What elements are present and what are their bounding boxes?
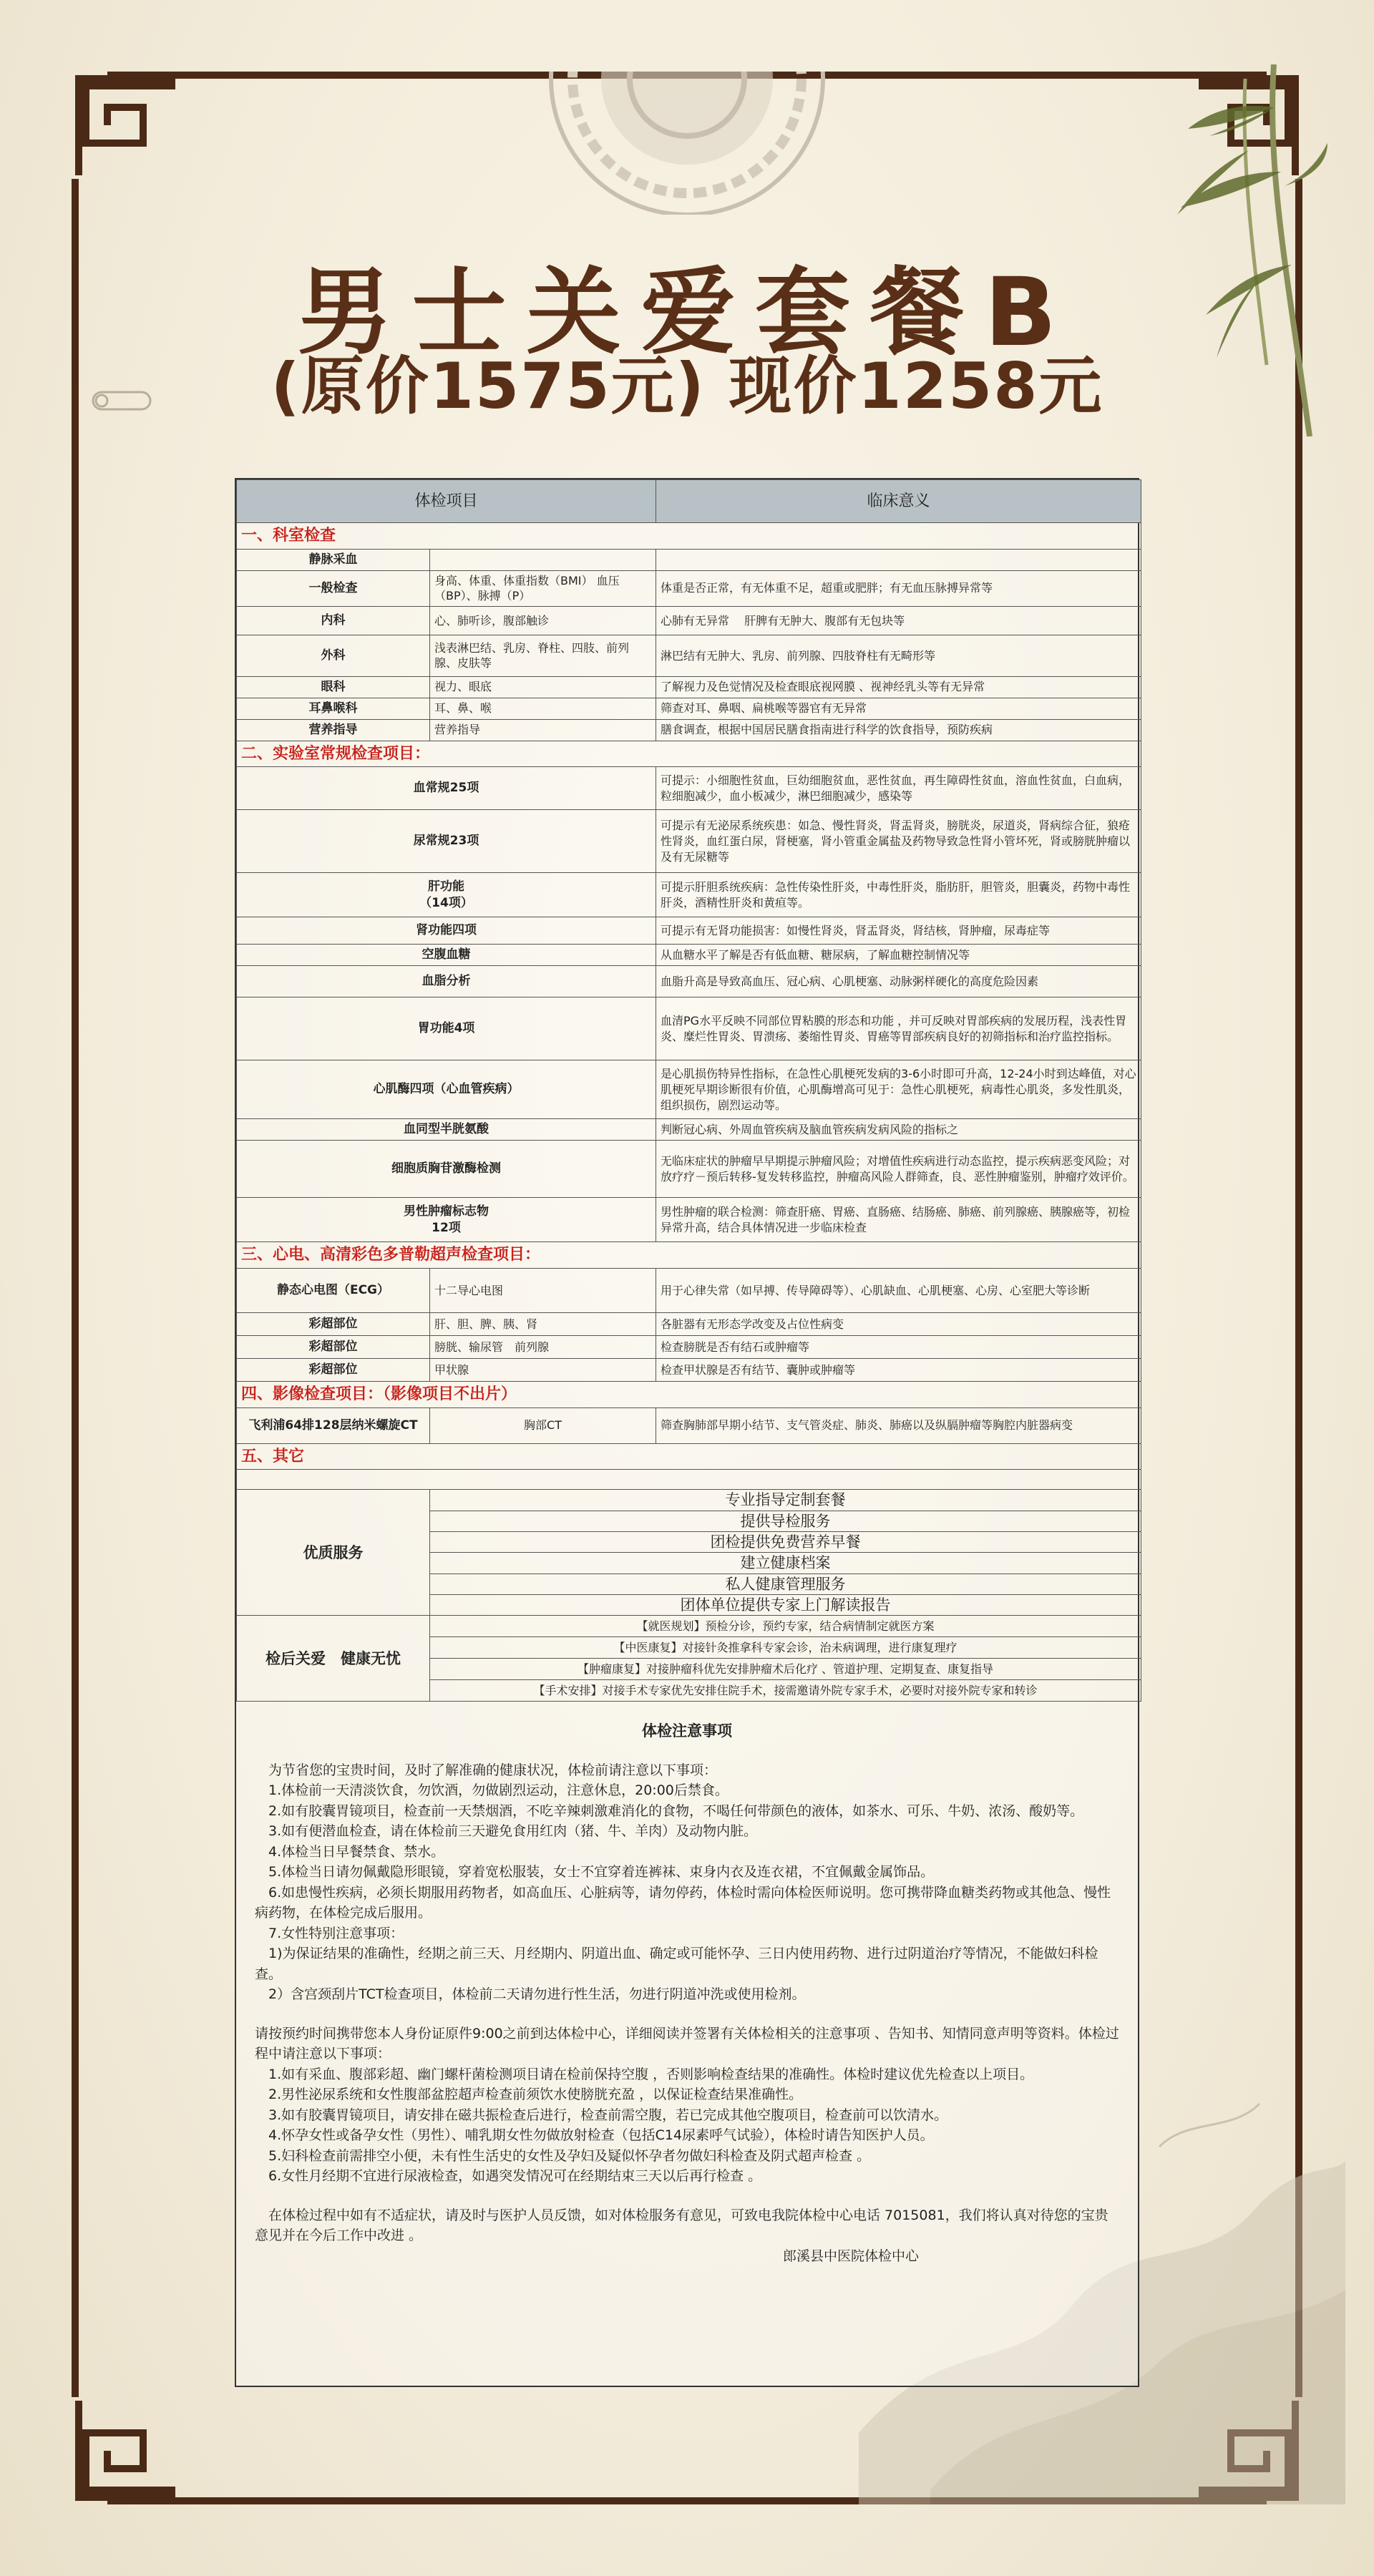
row-name: 心肌酶四项（心血管疾病） bbox=[237, 1060, 656, 1119]
row-name: 肾功能四项 bbox=[237, 917, 656, 945]
section-ultrasound: 三、心电、高清彩色多普勒超声检查项目： bbox=[237, 1242, 656, 1269]
row-name: 外科 bbox=[237, 635, 430, 676]
notice-line: 4.体检当日早餐禁食、禁水。 bbox=[255, 1843, 445, 1860]
row-name: 彩超部位 bbox=[237, 1358, 430, 1381]
table-row: 耳鼻喉科 耳、鼻、喉 筛查对耳、鼻咽、扁桃喉等器官有无异常 bbox=[237, 698, 1141, 719]
section-other: 五、其它 bbox=[237, 1443, 656, 1470]
table-row bbox=[237, 549, 1141, 570]
notice-line: 5.体检当日请勿佩戴隐形眼镜，穿着宽松服装，女士不宜穿着连裤袜、束身内衣及连衣裙，不宜佩戴金属饰品。 bbox=[255, 1864, 935, 1880]
frame-corner-bottom-left bbox=[72, 2397, 179, 2504]
table-row: 外科 浅表淋巴结、乳房、脊柱、四肢、前列腺、皮肤等 淋巴结有无肿大、乳房、前列腺、四肢脊柱有无畸形等 bbox=[237, 635, 1141, 676]
row-name: 耳鼻喉科 bbox=[237, 698, 430, 719]
notice-line: 在体检过程中如有不适症状，请及时与医护人员反馈，如对体检服务有意见，可致电我院体检中心电话 7015081，我们将认真对待您的宝贵意见并在今后工作中改进 。 bbox=[255, 2207, 1109, 2244]
table-row: 飞利浦64排128层纳米螺旋CT 胸部CT 筛查胸肺部早期小结节、支气管炎症、肺炎、肺癌以及纵膈肿瘤等胸腔内脏器病变 bbox=[237, 1407, 1141, 1443]
service-item: 团体单位提供专家上门解读报告 bbox=[430, 1595, 1141, 1616]
row-name: 彩超部位 bbox=[237, 1335, 430, 1358]
notice-line: 2.如有胶囊胃镜项目，检查前一天禁烟酒，不吃辛辣刺激难消化的食物，不喝任何带颜色的液体，如茶水、可乐、牛奶、浓汤、酸奶等。 bbox=[255, 1802, 1084, 1819]
notice-line: 6.女性月经期不宜进行尿液检查，如遇突发情况可在经期结束三天以后再行检查 。 bbox=[255, 2168, 762, 2185]
table-row: 眼科 视力、眼底 了解视力及色觉情况及检查眼底视网膜 、视神经乳头等有无异常 bbox=[237, 676, 1141, 698]
notice-line: 6.如患慢性疾病，必须长期服用药物者，如高血压、心脏病等，请勿停药，体检时需向体检医师说明。您可携带降血糖类药物或其他急、慢性病药物，在体检完成后服用。 bbox=[255, 1884, 1111, 1921]
notice-line: 1.如有采血、腹部彩超、幽门螺杆菌检测项目请在检前保持空腹 ，否则影响检查结果的准确性。体检时建议优先检查以上项目。 bbox=[255, 2066, 1034, 2082]
table-row: 彩超部位 甲状腺 检查甲状腺是否有结节、囊肿或肿瘤等 bbox=[237, 1358, 1141, 1381]
care-item: 【就医规划】预检分诊，预约专家，结合病情制定就医方案 bbox=[430, 1616, 1141, 1637]
row-name: 飞利浦64排128层纳米螺旋CT bbox=[237, 1407, 430, 1443]
exam-table bbox=[236, 479, 1141, 1702]
row-name: 一般检查 bbox=[237, 570, 430, 606]
frame-corner-top-left bbox=[72, 72, 179, 179]
page-title: 男士关爱套餐B bbox=[297, 258, 1077, 368]
services-label: 优质服务 bbox=[237, 1490, 430, 1616]
notice-line: 3.如有胶囊胃镜项目，请安排在磁共振检查后进行，检查前需空腹，若已完成其他空腹项目，检查前可以饮清水。 bbox=[255, 2107, 948, 2123]
notice-line: 1.体检前一天清淡饮食，勿饮酒，勿做剧烈运动，注意休息，20:00后禁食。 bbox=[255, 1782, 729, 1799]
table-row: 心肌酶四项（心血管疾病） 是心肌损伤特异性指标，在急性心肌梗死发病的3-6小时即可升高，12-24小时到达峰值，对心肌梗死早期诊断很有价值，心肌酶增高可见于：急性心肌梗死，病毒性心肌炎，多发性肌炎，组织损伤，剧烈运动等。 bbox=[237, 1060, 1141, 1119]
row-name: 尿常规23项 bbox=[237, 810, 656, 873]
table-row: 血同型半胱氨酸 判断冠心病、外周血管疾病及脑血管疾病发病风险的指标之 bbox=[237, 1119, 1141, 1141]
row-name: 血同型半胱氨酸 bbox=[237, 1119, 656, 1141]
care-item: 【中医康复】对接针灸推拿科专家会诊，治未病调理，进行康复理疗 bbox=[430, 1637, 1141, 1659]
notice-line: 为节省您的宝贵时间，及时了解准确的健康状况，体检前请注意以下事项： bbox=[255, 1762, 718, 1778]
signature: 郎溪县中医院体检中心 bbox=[782, 2248, 919, 2264]
price-subtitle: (原价1575元) 现价1258元 bbox=[271, 349, 1103, 423]
care-item: 【肿瘤康复】对接肿瘤科优先安排肿瘤术后化疗 、管道护理、定期复查、康复指导 bbox=[430, 1659, 1141, 1680]
header-item: 体检项目 bbox=[237, 480, 656, 523]
table-row: 营养指导 营养指导 膳食调查，根据中国居民膳食指南进行科学的饮食指导，预防疾病 bbox=[237, 719, 1141, 741]
notice-line: 4.怀孕女性或备孕女性（男性）、哺乳期女性勿做放射检查（包括C14尿素呼气试验），体检时请告知医护人员。 bbox=[255, 2127, 934, 2144]
section-imaging: 四、影像检查项目：（影像项目不出片） bbox=[237, 1381, 656, 1407]
header-meaning: 临床意义 bbox=[656, 480, 1141, 523]
table-row: 血脂分析 血脂升高是导致高血压、冠心病、心肌梗塞、动脉粥样硬化的高度危险因素 bbox=[237, 966, 1141, 997]
row-name: 血脂分析 bbox=[237, 966, 656, 997]
table-row: 内科 心、肺听诊，腹部触诊 心肺有无异常 肝脾有无肿大、腹部有无包块等 bbox=[237, 606, 1141, 635]
exam-sheet bbox=[235, 478, 1139, 2387]
row-name: 静态心电图（ECG） bbox=[237, 1268, 430, 1312]
table-row: 血常规25项 可提示：小细胞性贫血，巨幼细胞贫血，恶性贫血，再生障碍性贫血，溶血性贫血，白血病，粒细胞减少，血小板减少，淋巴细胞减少，感染等 bbox=[237, 767, 1141, 810]
table-row: 男性肿瘤标志物 12项 男性肿瘤的联合检测：筛查肝癌、胃癌、直肠癌、结肠癌、肺癌、前列腺癌、胰腺癌等，初检异常升高，结合具体情况进一步临床检查 bbox=[237, 1198, 1141, 1242]
notice-line: 1)为保证结果的准确性，经期之前三天、月经期内、阴道出血、确定或可能怀孕、三日内使用药物、进行过阴道治疗等情况，不能做妇科检查。 bbox=[255, 1946, 1098, 1982]
notice-line: 5.妇科检查前需排空小便，未有性生活史的女性及孕妇及疑似怀孕者勿做妇科检查及阴式超声检查 。 bbox=[255, 2147, 871, 2164]
notice-line: 2.男性泌尿系统和女性腹部盆腔超声检查前须饮水使膀胱充盈 ，以保证检查结果准确性。 bbox=[255, 2087, 803, 2103]
notice-line: 2）含宫颈刮片TCT检查项目，体检前二天请勿进行性生活，勿进行阴道冲洗或使用检剂。 bbox=[255, 1986, 806, 2003]
table-row: 肝功能 （14项） 可提示肝胆系统疾病：急性传染性肝炎，中毒性肝炎，脂肪肝，胆管炎，胆囊炎，药物中毒性肝炎，酒精性肝炎和黄疸等。 bbox=[237, 873, 1141, 917]
section-dept: 一、科室检查 bbox=[237, 523, 656, 550]
service-item: 建立健康档案 bbox=[430, 1553, 1141, 1574]
table-row: 一般检查 身高、体重、体重指数（BMI） 血压（BP）、脉搏（P） 体重是否正常，有无体重不足，超重或肥胖；有无血压脉搏异常等 bbox=[237, 570, 1141, 606]
table-row: 彩超部位 膀胱、输尿管 前列腺 检查膀胱是否有结石或肿瘤等 bbox=[237, 1335, 1141, 1358]
table-row: 空腹血糖 从血糖水平了解是否有低血糖、糖尿病，了解血糖控制情况等 bbox=[237, 945, 1141, 966]
care-item: 【手术安排】对接手术专家优先安排住院手术，接需邀请外院专家手术，必要时对接外院专家和转诊 bbox=[430, 1680, 1141, 1702]
notice-line: 3.如有便潜血检查，请在体检前三天避免食用红肉（猪、牛、羊肉）及动物内脏。 bbox=[255, 1823, 758, 1840]
row-name: 内科 bbox=[237, 606, 430, 635]
table-row: 彩超部位 肝、胆、脾、胰、肾 各脏器有无形态学改变及占位性病变 bbox=[237, 1312, 1141, 1335]
table-row: 静态心电图（ECG） 十二导心电图 用于心律失常（如早搏、传导障碍等）、心肌缺血、心肌梗塞、心房、心室肥大等诊断 bbox=[237, 1268, 1141, 1312]
notice-title: 体检注意事项 bbox=[642, 1722, 732, 1740]
row-name: 眼科 bbox=[237, 676, 430, 698]
care-label: 检后关爱 健康无忧 bbox=[237, 1616, 430, 1702]
row-name: 彩超部位 bbox=[237, 1312, 430, 1335]
row-name: 胃功能4项 bbox=[237, 997, 656, 1060]
row-name: 静脉采血 bbox=[237, 549, 430, 570]
service-item: 提供导检服务 bbox=[430, 1511, 1141, 1531]
service-item: 团检提供免费营养早餐 bbox=[430, 1532, 1141, 1553]
table-row: 肾功能四项 可提示有无肾功能损害：如慢性肾炎，肾盂肾炎，肾结核，肾肿瘤，尿毒症等 bbox=[237, 917, 1141, 945]
notice-line: 7.女性特别注意事项： bbox=[255, 1925, 404, 1941]
medallion-ornament bbox=[544, 72, 830, 215]
frame-left bbox=[72, 179, 79, 2397]
service-item: 专业指导定制套餐 bbox=[430, 1490, 1141, 1511]
section-lab: 二、实验室常规检查项目： bbox=[237, 741, 656, 767]
table-row: 细胞质胸苷激酶检测 无临床症状的肿瘤早早期提示肿瘤风险；对增值性疾病进行动态监控，提示疾病恶变风险；对放疗疗－预后转移-复发转移监控，肿瘤高风险人群筛查，良、恶性肿瘤鉴别，肿瘤疗效评价。 bbox=[237, 1141, 1141, 1198]
row-name: 男性肿瘤标志物 12项 bbox=[237, 1198, 656, 1242]
row-name: 营养指导 bbox=[237, 719, 430, 741]
row-name: 肝功能 （14项） bbox=[237, 873, 656, 917]
notice-section bbox=[236, 1702, 1138, 2266]
table-row: 尿常规23项 可提示有无泌尿系统疾患：如急、慢性肾炎，肾盂肾炎，膀胱炎，尿道炎，肾病综合征，狼疮性肾炎，血红蛋白尿，肾梗塞，肾小管重金属盐及药物导致急性肾小管坏死，肾或膀胱肿瘤以及有无尿糖等 bbox=[237, 810, 1141, 873]
row-name: 血常规25项 bbox=[237, 767, 656, 810]
notice-line: 请按预约时间携带您本人身份证原件9:00之前到达体检中心，详细阅读并签署有关体检相关的注意事项 、告知书、知情同意声明等资料。体检过程中请注意以下事项： bbox=[255, 2025, 1119, 2062]
row-name: 细胞质胸苷激酶检测 bbox=[237, 1141, 656, 1198]
row-name: 空腹血糖 bbox=[237, 945, 656, 966]
table-row: 胃功能4项 血清PG水平反映不同部位胃粘膜的形态和功能 ，并可反映对胃部疾病的发展历程，浅表性胃炎、糜烂性胃炎、胃溃疡、萎缩性胃炎、胃癌等胃部疾病良好的初筛指标和治疗监控指标。 bbox=[237, 997, 1141, 1060]
service-item: 私人健康管理服务 bbox=[430, 1574, 1141, 1594]
